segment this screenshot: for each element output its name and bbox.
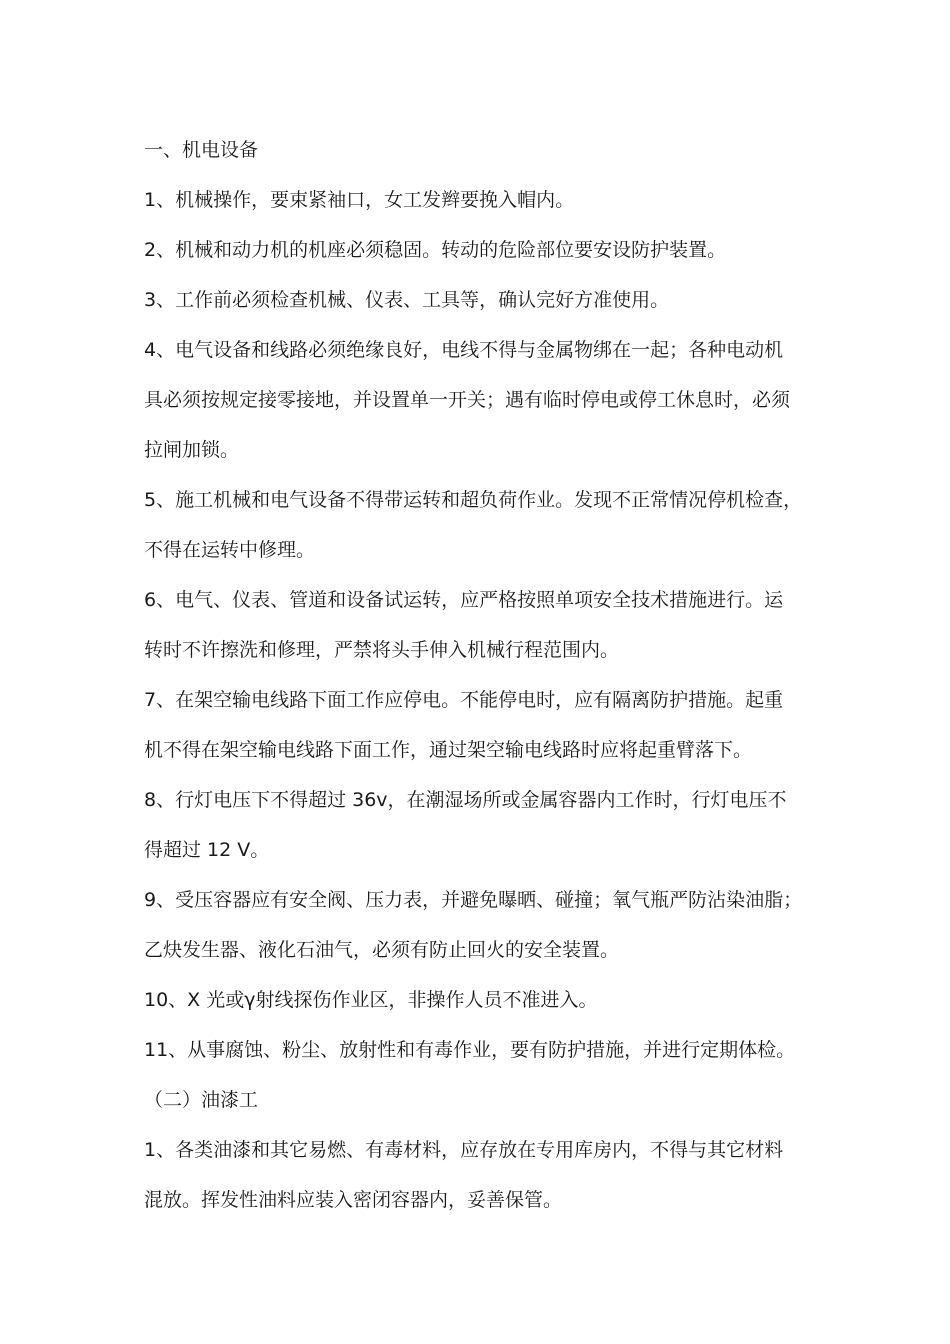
text-line: 1、各类油漆和其它易燃、有毒材料，应存放在专用库房内，不得与其它材料 [144,1139,784,1161]
text-line: 3、工作前必须检查机械、仪表、工具等，确认完好方准使用。 [144,289,670,311]
text-line: 7、在架空输电线路下面工作应停电。不能停电时，应有隔离防护措施。起重 [144,689,784,711]
text-line: 2、机械和动力机的机座必须稳固。转动的危险部位要安设防护装置。 [144,239,727,261]
section-heading: 一、机电设备 [144,139,259,161]
text-line: 乙炔发生器、液化石油气，必须有防止回火的安全装置。 [144,939,620,961]
text-line: 得超过 12 V。 [144,839,270,861]
document-body [144,125,824,1225]
text-line: 混放。挥发性油料应装入密闭容器内，妥善保管。 [144,1189,563,1211]
text-line: 不得在运转中修理。 [144,539,316,561]
text-line: 9、受压容器应有安全阀、压力表，并避免曝晒、碰撞；氧气瓶严防沾染油脂； [144,889,803,911]
text-line: 10、X 光或γ射线探伤作业区，非操作人员不准进入。 [144,989,598,1011]
text-line: 1、机械操作，要束紧袖口，女工发辫要挽入帽内。 [144,189,575,211]
text-line: 拉闸加锁。 [144,439,240,461]
text-line: 11、从事腐蚀、粉尘、放射性和有毒作业，要有防护措施，并进行定期体检。 [144,1039,796,1061]
text-line: 4、电气设备和线路必须绝缘良好，电线不得与金属物绑在一起；各种电动机 [144,339,784,361]
text-line: 8、行灯电压下不得超过 36v，在潮湿场所或金属容器内工作时，行灯电压不 [144,789,787,811]
text-line: 6、电气、仪表、管道和设备试运转，应严格按照单项安全技术措施进行。运 [144,589,784,611]
text-line: 5、施工机械和电气设备不得带运转和超负荷作业。发现不正常情况停机检查， [144,489,803,511]
text-line: 机不得在架空输电线路下面工作，通过架空输电线路时应将起重臂落下。 [144,739,753,761]
text-line: 转时不许擦洗和修理，严禁将头手伸入机械行程范围内。 [144,639,620,661]
text-line: 具必须按规定接零接地，并设置单一开关；遇有临时停电或停工休息时，必须 [144,389,791,411]
section-heading: （二）油漆工 [144,1089,259,1111]
